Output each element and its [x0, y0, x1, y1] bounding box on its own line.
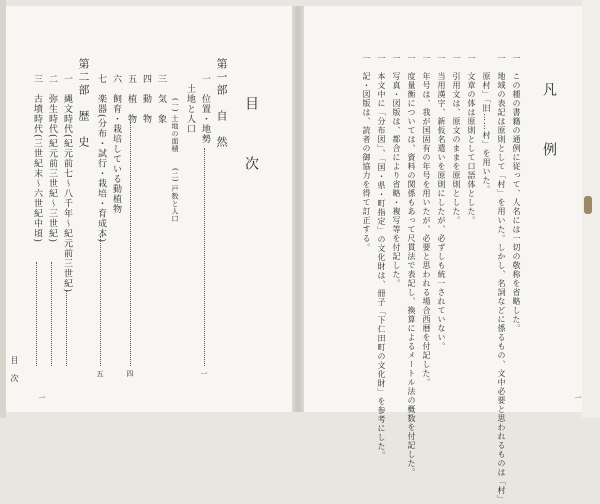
note-line: 原村」「旧……村」を用いた。 — [482, 54, 491, 194]
toc-leader — [36, 262, 37, 366]
toc-leader — [66, 290, 67, 366]
notes-title: 凡 例 — [541, 82, 557, 172]
note-line: 一 引用文は、原文のままを原則とした。 — [452, 54, 461, 225]
toc-item: 五 植 物 — [126, 74, 136, 124]
toc-item: 七 楽器(分布・試行・栽培・育成本) — [96, 74, 106, 244]
toc-subitem: (一) 土地の面積 — [171, 98, 179, 153]
toc-item: 土地と人口 — [185, 84, 195, 134]
toc-title: 目 次 — [243, 96, 259, 186]
toc-subitem: (二) 戸数と人口 — [171, 168, 179, 223]
footer-mark: 目 次 — [10, 356, 19, 383]
note-line: 一 記・図版は、読者の御協力を得て訂正する。 — [362, 54, 371, 252]
toc-page-number: 一 — [200, 370, 208, 378]
toc-item: 六 飼育・栽培している動植物 — [111, 74, 121, 214]
page-number: 一 — [38, 394, 46, 402]
toc-item: 三 気 象 — [156, 74, 166, 124]
note-line: 一 本文中に「分布図」、「国・県・町指定」の文化財は、冊子「下仁田町の文化財」を参考にした。 — [377, 54, 386, 460]
page-stain — [584, 196, 592, 214]
note-line: 一 度量衡については、資料の関係もあって尺貫法で表記し、換算によるメートル法の概数を付記した。 — [407, 54, 416, 477]
toc-page-number: 五 — [96, 370, 104, 378]
note-line: 一 地域の表記は原則として「村」を用いた。しかし、名詞などに係るもの、文中必要と思われるものは「村」 — [497, 54, 506, 504]
note-line: 一 年号は、我が国固有の年号を用いたが、必要と思われる場合西暦を付記した。 — [422, 54, 431, 387]
note-line: 一 文章の体は原則として口語体とした。 — [467, 54, 476, 225]
toc-item: 四 動 物 — [141, 74, 151, 124]
toc-part2-heading: 第二部 歴 史 — [77, 58, 90, 149]
toc-leader — [204, 148, 205, 366]
page-number: 一 — [574, 394, 582, 402]
toc-item: 三 古墳時代(三世紀末〜六世紀中頃) — [32, 74, 42, 244]
toc-item: 一 位置・地勢 — [200, 74, 210, 144]
toc-leader — [100, 236, 101, 366]
toc-item: 一 縄文時代(紀元前七〜八千年〜紀元前三世紀) — [62, 74, 72, 294]
note-line: 一 この種の書籍の通例に従って、人名には一切の敬称を省略した。 — [512, 54, 521, 333]
toc-page-number: 四 — [126, 370, 134, 378]
toc-item: 二 弥生時代(紀元前三世紀〜三世紀) — [47, 74, 57, 244]
book-gutter — [292, 6, 304, 412]
note-line: 一 当用漢字、新仮名遣いを原則にしたが、必ずしも統一されていない。 — [437, 54, 446, 351]
toc-leader — [130, 122, 131, 366]
note-line: 一 写真・図版は、都合により省略・複写等を付記した。 — [392, 54, 401, 288]
toc-part1-heading: 第一部 自 然 — [215, 58, 228, 149]
toc-leader — [51, 262, 52, 366]
